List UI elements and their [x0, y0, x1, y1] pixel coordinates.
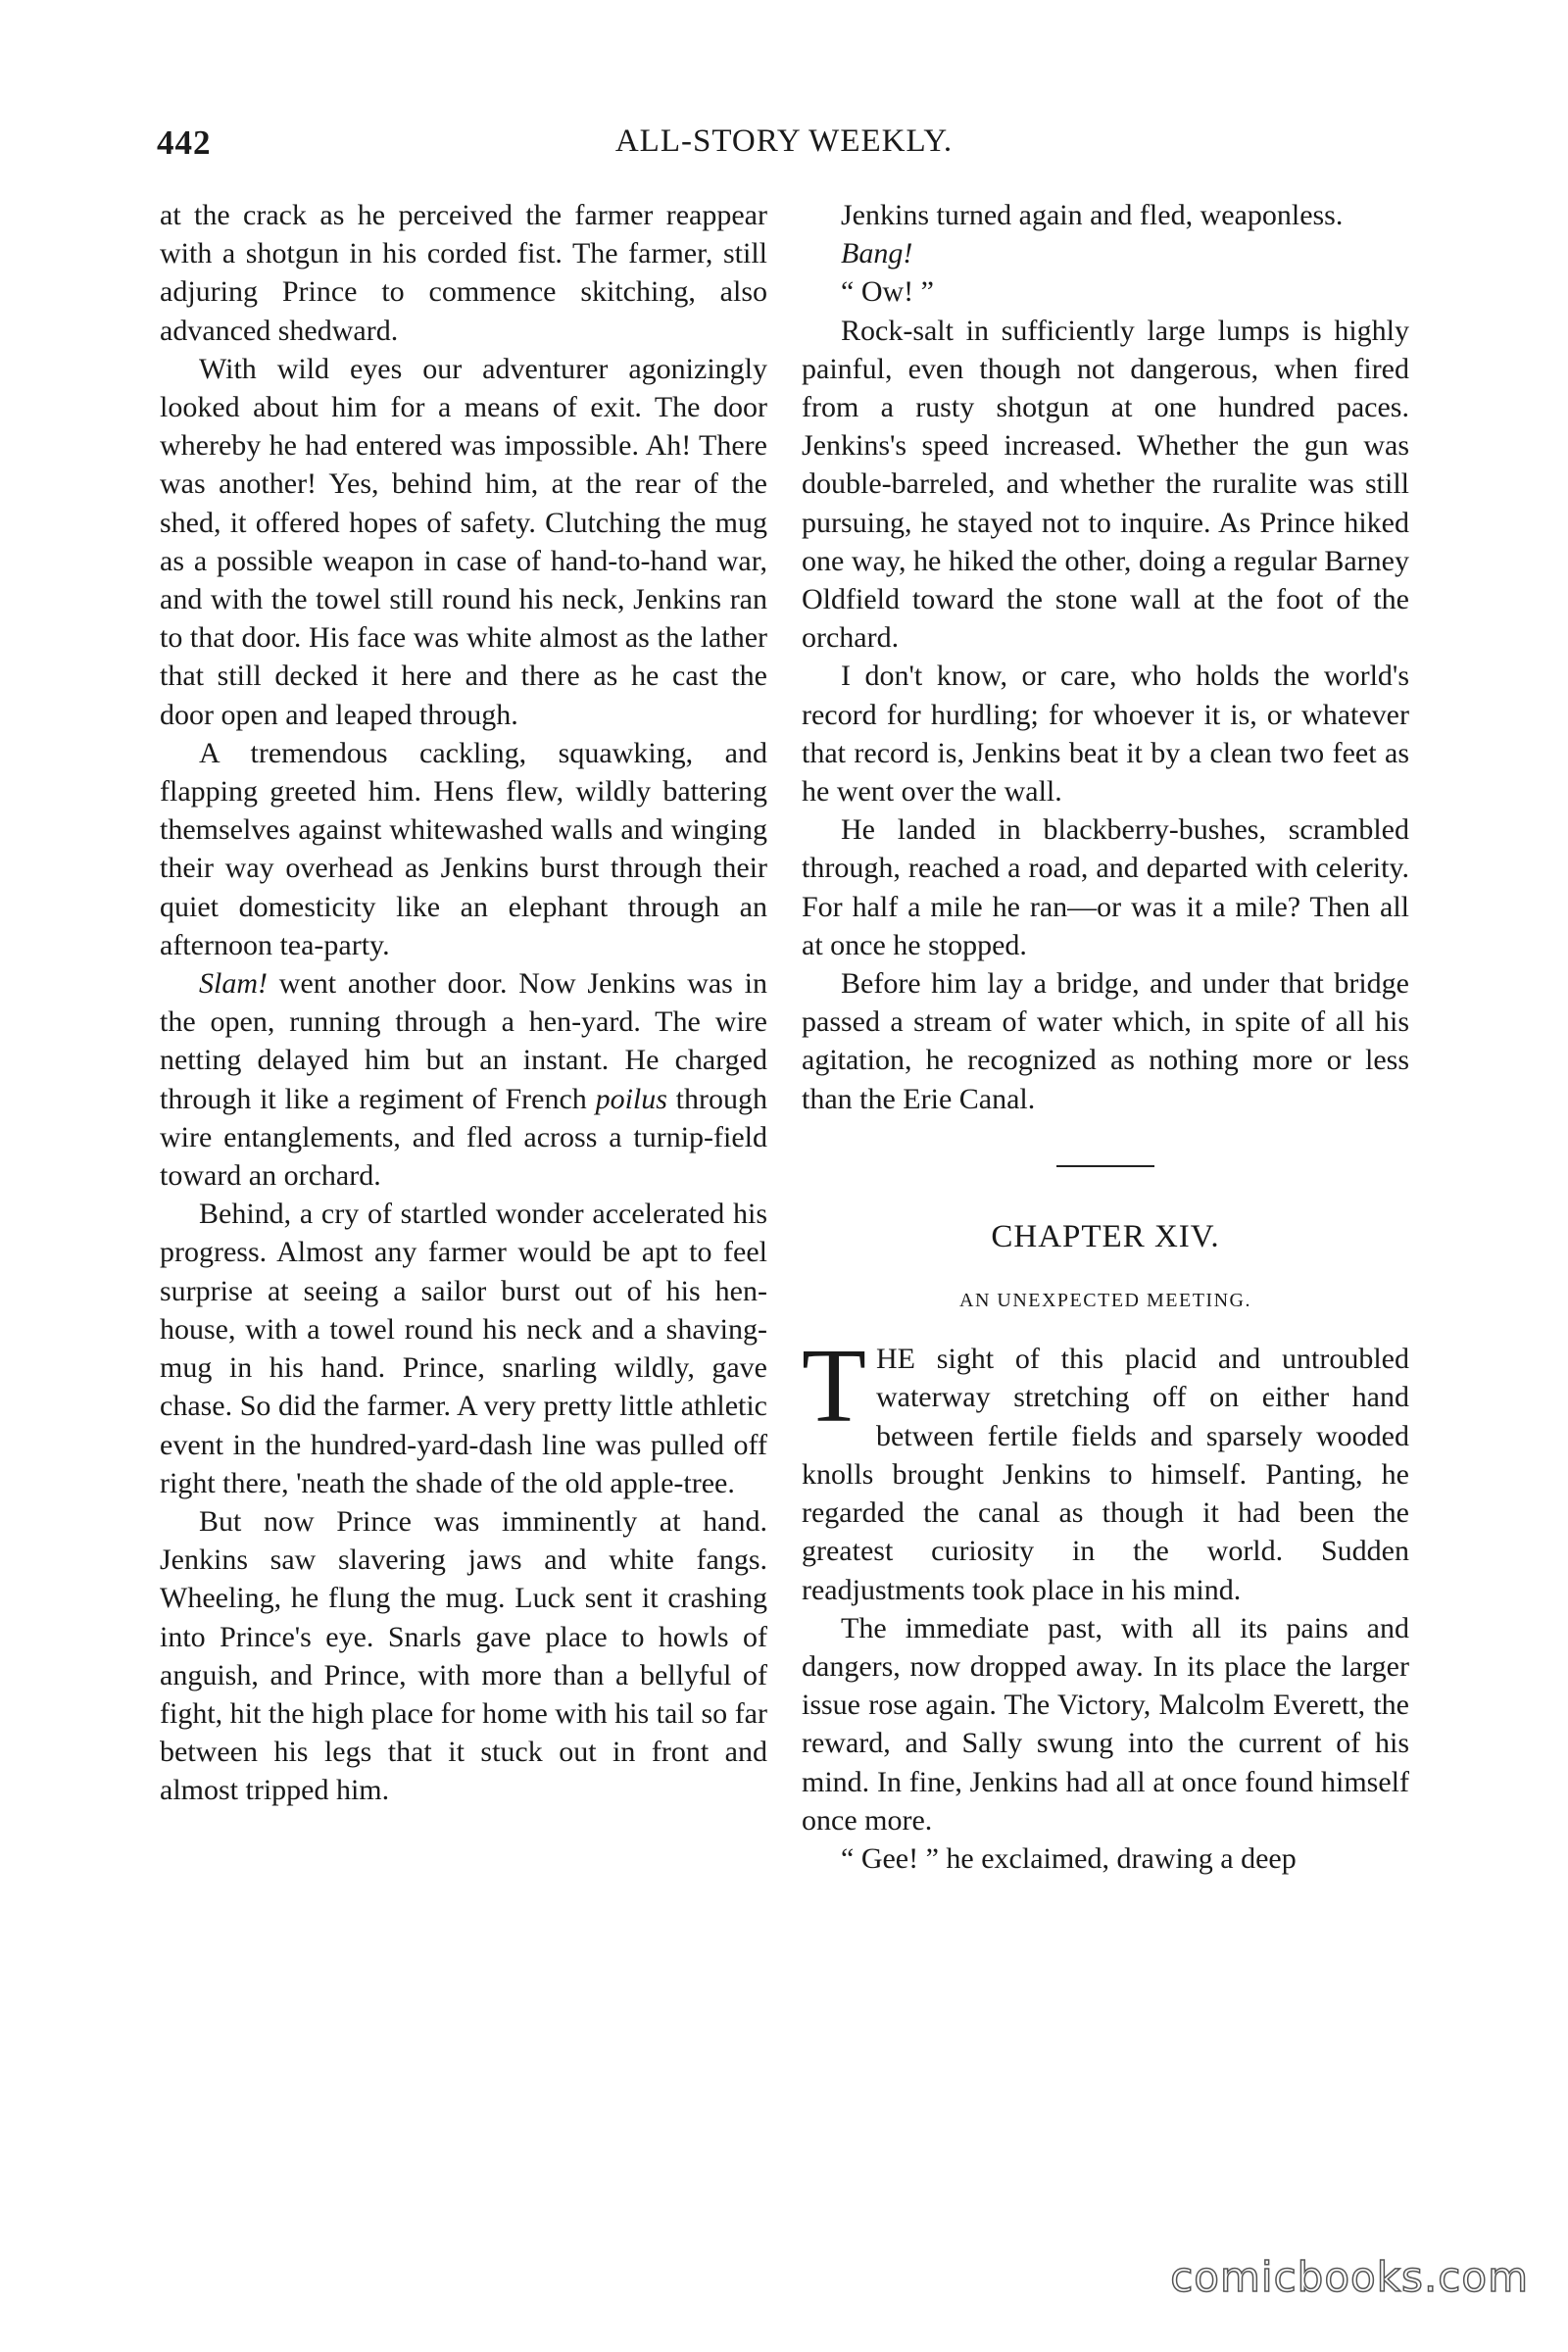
chapter-title: CHAPTER XIV.: [991, 1218, 1220, 1254]
slam-paragraph: [160, 964, 767, 1195]
page-number: 442: [157, 123, 212, 162]
page-header: [157, 123, 1411, 182]
paragraph: at the crack as he perceived the farmer reappear with a shotgun in his corded fist. The farmer, still adjuring Prince to commence skitching, also advanced shedward.: [160, 199, 767, 347]
paragraph: Jenkins turned again and fled, weaponless.: [841, 199, 1344, 231]
slam-text-1: went another door. Now Jenkins was in the open, running through a hen-yard. The wire netting delayed him but an instant. He charged through it like a regiment of French: [160, 967, 767, 1115]
paragraph: Behind, a cry of startled wonder accelerated his progress. Almost any farmer would be apt to feel surprise at seeing a sailor burst out of his hen-house, with a towel round his neck and a shaving-mug in his hand. Prince, snarling wildly, gave chase. So did the farmer. A very pretty little athletic event in the hundred-yard-dash line was pulled off right there, 'neath the shade of the old apple-tree.: [160, 1198, 767, 1499]
paragraph: The immediate past, with all its pains and dangers, now dropped away. In its place the larger issue rose again. The Victory, Malcolm Everett, the reward, and Sally swung into the current of his mind. In fine, Jenkins had all at once found himself once more.: [802, 1611, 1409, 1837]
paragraph: A tremendous cackling, squawking, and flapping greeted him. Hens flew, wildly battering themselves against whitewashed walls and winging their way overhead as Jenkins burst through their quiet domesticity like an elephant through an afternoon tea-party.: [160, 736, 767, 961]
paragraph: He landed in blackberry-bushes, scrambled through, reached a road, and departed with celerity. For half a mile he ran—or was it a mile? Then all at once he stopped.: [802, 813, 1409, 961]
slam-text-2: through wire entanglements, and fled across a turnip-field toward an orchard.: [160, 1082, 768, 1193]
chapter-subtitle: AN UNEXPECTED MEETING.: [959, 1290, 1251, 1312]
chapter-opening-paragraph: [802, 1328, 1409, 1608]
left-column: [160, 196, 767, 1810]
paragraph: Before him lay a bridge, and under that bridge passed a stream of water which, in spite of all his agitation, he recognized as nothing more or less than the Erie Canal.: [802, 967, 1409, 1115]
watermark: comicbooks.com: [1170, 2253, 1529, 2301]
slam-exclamation: Slam!: [199, 967, 268, 1001]
right-column: [802, 196, 1409, 1878]
bang-line: Bang!: [841, 237, 913, 270]
paragraph: I don't know, or care, who holds the world's record for hurdling; for whoever it is, or whatever that record is, Jenkins beat it by a clean two feet as he went over the wall.: [802, 660, 1409, 808]
poilus-word: poilus: [595, 1082, 667, 1115]
paragraph: “ Gee! ” he exclaimed, drawing a deep: [841, 1841, 1297, 1875]
paragraph: Rock-salt in sufficiently large lumps is highly painful, even though not dangerous, when fired from a rusty shotgun at one hundred paces. Jenkins's speed increased. Whether the gun was double-barreled, and whether the ruralite was still pursuing, he stayed not to inquire. As Prince hiked one way, he hiked the other, doing a regular Barney Oldfield toward the stone wall at the foot of the orchard.: [802, 314, 1409, 655]
ow-line: “ Ow! ”: [841, 275, 934, 309]
section-divider: [1056, 1165, 1154, 1167]
paragraph: But now Prince was imminently at hand. Jenkins saw slavering jaws and white fangs. Wheeling, he flung the mug. Luck sent it crashing into Prince's eye. Snarls gave place to howls of anguish, and Prince, with more than a bellyful of fight, hit the high place for home with his tail so far between his legs that it stuck out in front and almost tripped him.: [160, 1504, 767, 1807]
opening-text: HE sight of this placid and untroubled waterway stretching off on either hand between fertile fields and sparsely wooded knolls brought Jenkins to himself. Panting, he regarded the canal as though it had been the greatest curiosity in the world. Sudden readjustments took place in his mind.: [802, 1343, 1409, 1606]
paragraph: With wild eyes our adventurer agonizingly looked about him for a means of exit. The door whereby he had entered was impossible. Ah! There was another! Yes, behind him, at the rear of the shed, it offered hopes of safety. Clutching the mug as a possible weapon in case of hand-to-hand war, and with the towel still round his neck, Jenkins ran to that door. His face was white almost as the lather that still decked it here and there as he cast the door open and leaped through.: [160, 352, 767, 731]
drop-cap: T: [802, 1328, 866, 1446]
running-title: ALL-STORY WEEKLY.: [614, 123, 954, 159]
